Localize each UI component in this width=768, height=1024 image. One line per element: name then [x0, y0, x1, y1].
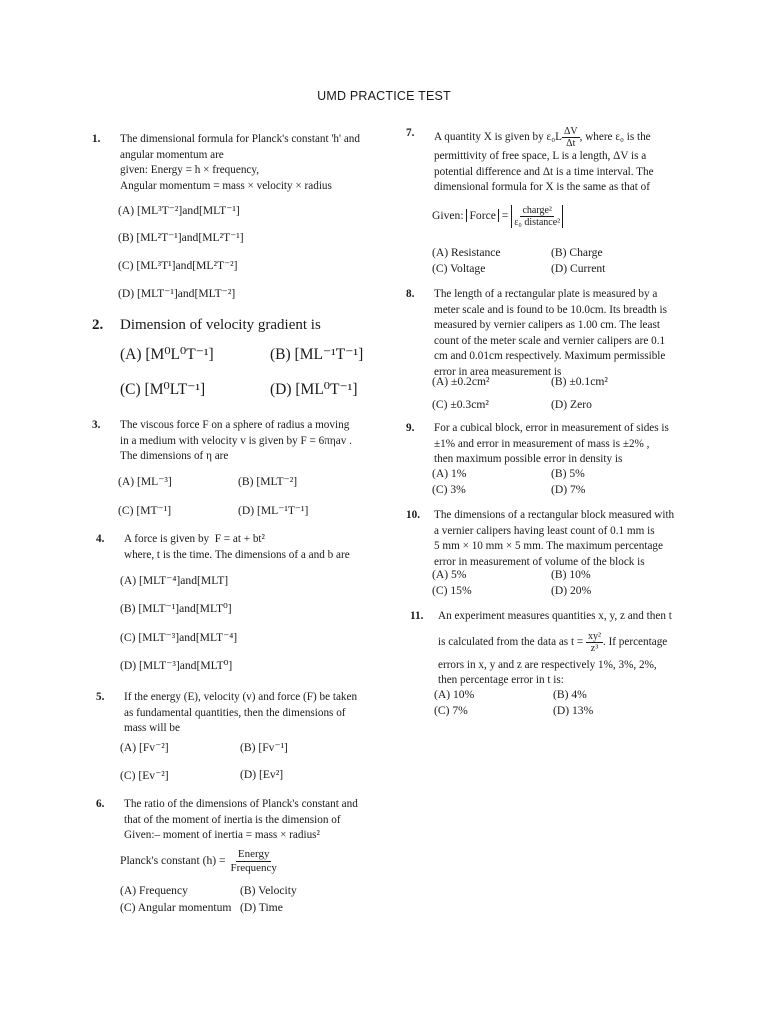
question-number: 7. [406, 127, 415, 139]
option-a: (A) [M⁰L⁰T⁻¹] [120, 346, 214, 363]
question-text: Angular momentum = mass × velocity × radius [120, 179, 332, 192]
question-text: then percentage error in t is: [438, 674, 564, 687]
question-text: in a medium with velocity v is given by [120, 434, 298, 447]
formula-lhs: Planck's constant (h) = [120, 854, 226, 868]
question-text: a vernier calipers having least count of 0.1 mm is [434, 524, 655, 537]
option-b: (B) 5% [551, 467, 585, 480]
fraction-denominator: Frequency [230, 862, 277, 874]
page-title: UMD PRACTICE TEST [317, 89, 451, 103]
question-10 [406, 508, 678, 570]
option-d: (D) [ML⁰T⁻¹] [270, 381, 358, 398]
question-text: A force is given by [124, 533, 210, 545]
question-9 [406, 421, 678, 468]
question-text: ±1% and error in measurement of mass is ±2% , [434, 437, 650, 450]
option-c: (C) Angular momentum [120, 901, 232, 914]
option-a: (A) ±0.2cm² [432, 375, 490, 388]
question-number: 5. [96, 691, 105, 703]
question-text: The length of a rectangular plate is measured by a [434, 288, 658, 300]
question-7 [406, 126, 678, 196]
option-a: (A) Resistance [432, 246, 501, 259]
option-b: (B) [MLT⁻²] [238, 475, 298, 488]
fraction-numerator: xy² [587, 630, 601, 642]
fraction-denominator: z³ [590, 642, 599, 654]
formula: F = at + bt² [214, 533, 265, 545]
question-text: , where ε₀ is the [579, 131, 651, 144]
option-a: (A) 5% [432, 568, 467, 581]
question-number: 4. [96, 533, 105, 545]
question-text: as fundamental quantities, then the dimensions of [124, 706, 346, 719]
option-c: (C) Voltage [432, 262, 486, 275]
option-d: (D) 13% [553, 704, 594, 717]
force-abs: Force [466, 209, 498, 222]
question-number: 1. [92, 133, 101, 145]
fraction-denominator: Δt [566, 138, 576, 149]
option-d: (D) [MLT⁻³]and[MLT⁰] [120, 659, 233, 672]
fraction-numerator: charge² [522, 205, 552, 216]
option-d: (D) Current [551, 262, 606, 275]
question-1 [92, 132, 372, 194]
question-text: mass will be [124, 722, 180, 735]
question-text: error in area measurement is [434, 365, 562, 378]
question-text: dimensional formula for X is the same as that of [434, 181, 650, 194]
question-text: permittivity of free space, L is a length, ΔV is a [434, 150, 647, 162]
option-d: (D) 20% [551, 584, 592, 597]
fraction [511, 205, 563, 228]
question-text: The viscous force F on a sphere of radius a moving [120, 419, 350, 431]
question-4 [96, 532, 386, 563]
option-c: (C) ±0.3cm² [432, 398, 489, 411]
question-text: where, t is the time. The dimensions of a and b are [124, 548, 350, 561]
option-d: (D) [MLT⁻¹]and[MLT⁻²] [118, 287, 236, 300]
question-text: Dimension of velocity gradient is [120, 317, 321, 333]
option-c: (C) 3% [432, 483, 466, 496]
question-text: cm and 0.01cm respectively. Maximum permissible [434, 350, 666, 363]
question-text: that of the moment of inertia is the dimension of [124, 813, 341, 826]
option-a: (A) [ML³T⁻²]and[MLT⁻¹] [118, 204, 240, 217]
option-c: (C) [M⁰LT⁻¹] [120, 381, 206, 398]
question-text: errors in x, y and z are respectively 1%, 3%, 2%, [438, 658, 657, 671]
question-number: 9. [406, 422, 415, 434]
option-c: (C) 7% [434, 704, 468, 717]
question-text: potential difference and Δt is a time interval. The [434, 165, 654, 178]
option-d: (D) [ML⁻¹T⁻¹] [238, 504, 309, 517]
option-b: (B) [MLT⁻¹]and[MLT⁰] [120, 602, 232, 615]
option-d: (D) Time [240, 901, 283, 914]
question-text: given: Energy = h × frequency, [120, 164, 260, 177]
question-text: For a cubical block, error in measurement of sides is [434, 422, 669, 434]
option-b: (B) [ML⁻¹T⁻¹] [270, 346, 364, 363]
question-3 [92, 418, 382, 465]
option-c: (C) [MT⁻¹] [118, 504, 172, 517]
question-text: count of the meter scale and vernier calipers are 0.1 [434, 334, 666, 347]
question-text: The dimensional formula for Planck's constant 'h' and [120, 133, 360, 145]
question-text: measured by vernier calipers as 1.00 cm. The least [434, 319, 660, 332]
formula [120, 848, 279, 875]
question-text: then maximum possible error in density is [434, 453, 623, 466]
option-b: (B) ±0.1cm² [551, 375, 608, 388]
option-d: (D) Zero [551, 398, 592, 411]
question-text: meter scale and is found to be 10.0cm. Its breadth is [434, 303, 668, 316]
question-number: 11. [410, 610, 424, 622]
fraction [228, 848, 278, 875]
fraction-numerator: ΔV [563, 126, 578, 137]
question-text: angular momentum are [120, 148, 224, 161]
formula-lhs: t = [570, 635, 584, 648]
option-b: (B) 4% [553, 688, 587, 701]
fraction [562, 126, 580, 149]
fraction-denominator: ε₀ distance² [514, 217, 561, 228]
option-a: (A) [Fv⁻²] [120, 741, 169, 754]
question-text: The ratio of the dimensions of Planck's constant and [124, 798, 358, 810]
question-number: 10. [406, 509, 420, 521]
question-number: 6. [96, 798, 105, 810]
option-b: (B) Charge [551, 246, 603, 259]
question-2 [92, 315, 392, 335]
option-d: (D) [Ev²] [240, 768, 284, 781]
given-formula: Given: Force = $\frac{\text{charge²}}{\text{ε₀ distance²}}$ [432, 205, 563, 228]
question-number: 2. [92, 317, 104, 333]
question-number: 3. [92, 419, 101, 431]
option-a: (A) Frequency [120, 884, 188, 897]
question-number: 8. [406, 288, 415, 300]
question-8 [406, 287, 678, 381]
question-text: An experiment measures quantities x, y, z and then t [438, 610, 672, 622]
formula: F = 6πηav . [300, 434, 352, 447]
question-text: The dimensions of η are [120, 450, 229, 463]
option-b: (B) [ML²T⁻¹]and[ML²T⁻¹] [118, 231, 244, 244]
question-text: 5 mm × 10 mm × 5 mm. The maximum percentage [434, 540, 663, 553]
question-text: If the energy (E), velocity (v) and force (F) be taken [124, 691, 358, 703]
question-text: error in measurement of volume of the block is [434, 555, 645, 568]
option-a: (A) [MLT⁻⁴]and[MLT] [120, 574, 229, 587]
option-b: (B) [Fv⁻¹] [240, 741, 288, 754]
fraction [586, 631, 603, 654]
given-label: Given: [432, 209, 464, 223]
question-11 [410, 609, 678, 689]
option-c: (C) [ML³T¹]and[ML²T⁻²] [118, 259, 238, 272]
option-c: (C) [Ev⁻²] [120, 769, 169, 782]
option-a: (A) 10% [434, 688, 475, 701]
question-text: Given:– moment of inertia = mass × radius² [124, 829, 320, 842]
option-c: (C) 15% [432, 584, 472, 597]
question-6 [96, 797, 370, 844]
fraction-numerator: Energy [237, 848, 270, 860]
question-text: The dimensions of a rectangular block measured with [434, 509, 675, 521]
question-text: is calculated from the data as [438, 635, 569, 648]
option-d: (D) 7% [551, 483, 586, 496]
question-5 [96, 690, 362, 737]
option-a: (A) [ML⁻³] [118, 475, 172, 488]
option-c: (C) [MLT⁻³]and[MLT⁻⁴] [120, 631, 238, 644]
formula: ε₀L [546, 131, 562, 144]
option-b: (B) 10% [551, 568, 591, 581]
question-text: A quantity X is given by [434, 131, 544, 144]
option-b: (B) Velocity [240, 884, 297, 897]
option-a: (A) 1% [432, 467, 467, 480]
question-text: . If percentage [602, 635, 668, 648]
